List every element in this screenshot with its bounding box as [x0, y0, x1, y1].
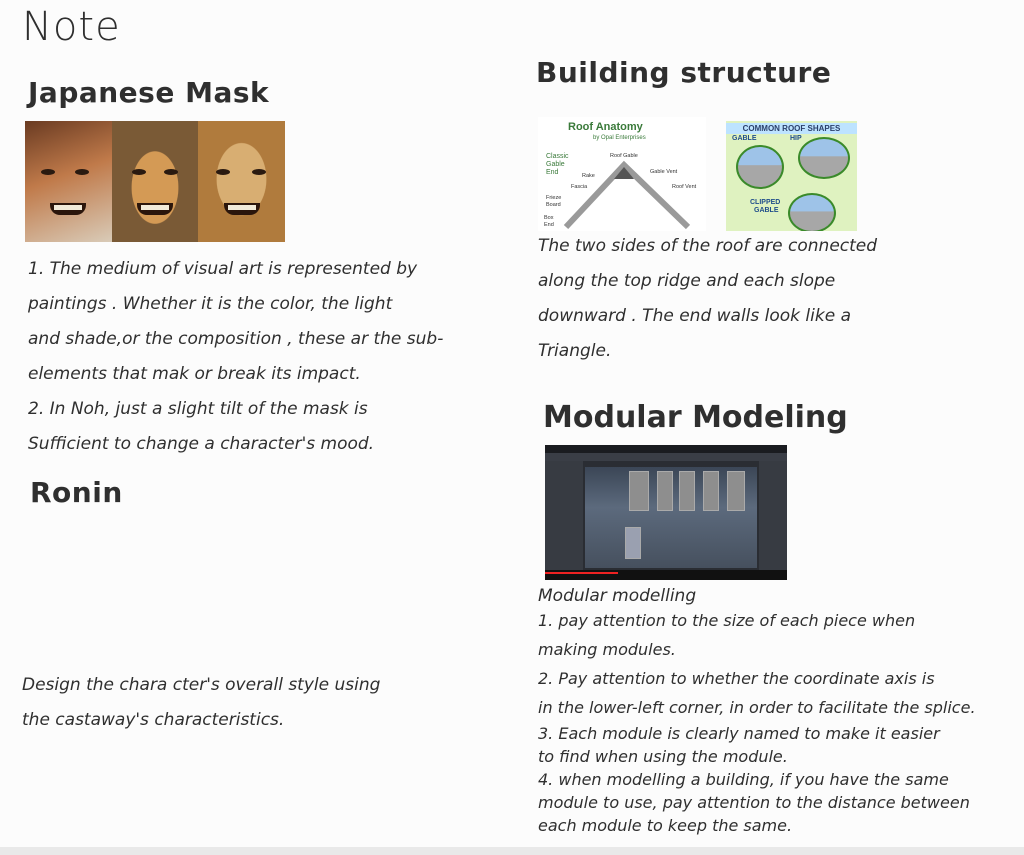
- building-note-line: The two sides of the roof are connected: [538, 236, 878, 256]
- building-note-line: Triangle.: [538, 341, 612, 361]
- shape-label-clipped: CLIPPED: [750, 199, 781, 206]
- mask-note-line: elements that mak or break its impact.: [28, 364, 361, 384]
- model-pillar: [679, 471, 695, 511]
- video-attribute-panel: [759, 461, 787, 570]
- eye-icon: [75, 169, 89, 175]
- roof-label-board: Board: [546, 202, 561, 208]
- roof-shapes-title: COMMON ROOF SHAPES: [726, 123, 857, 134]
- modular-note-line: 4. when modelling a building, if you have the same: [538, 770, 949, 789]
- roof-anatomy-image[interactable]: [538, 117, 706, 231]
- modular-note-line: making modules.: [538, 640, 676, 659]
- building-note-line: along the top ridge and each slope: [538, 271, 836, 291]
- building-note-line: downward . The end walls look like a: [538, 306, 852, 326]
- teeth-shape: [141, 205, 169, 210]
- mask-note-line: Sufficient to change a character's mood.: [28, 434, 375, 454]
- mask-note-line: and shade,or the composition , these ar the sub-: [28, 329, 444, 349]
- video-title-bar: [545, 445, 787, 453]
- eye-icon: [252, 169, 266, 175]
- roof-label-fascia: Fascia: [571, 184, 588, 190]
- roof-label-frieze: Frieze: [546, 195, 562, 201]
- roof-label-end: End: [546, 169, 559, 176]
- roof-label-roof-vent: Roof Vent: [672, 184, 697, 190]
- mouth-shape: [137, 203, 173, 215]
- roof-label-rake: Rake: [582, 173, 595, 179]
- modular-caption: Modular modelling: [538, 586, 697, 606]
- model-pillar: [657, 471, 673, 511]
- gable-house-icon: [736, 145, 784, 189]
- roof-label-roof-gable: Roof Gable: [610, 153, 638, 159]
- teeth-shape: [54, 205, 82, 210]
- model-pillar: [727, 471, 745, 511]
- modular-note-line: module to use, pay attention to the distance between: [538, 793, 970, 812]
- roof-label-gable-vent: Gable Vent: [650, 169, 678, 175]
- model-pillar: [629, 471, 649, 511]
- heading-japanese-mask: Japanese Mask: [28, 76, 270, 109]
- page-title: Note: [22, 4, 121, 50]
- roof-shapes-image[interactable]: [726, 121, 857, 231]
- modular-notes: [538, 606, 976, 837]
- mask-note-line: 2. In Noh, just a slight tilt of the mask is: [28, 399, 368, 419]
- roof-label-classic: Classic: [546, 153, 569, 160]
- building-notes: [538, 229, 877, 369]
- clipped-gable-house-icon: [788, 193, 836, 231]
- modular-note-line: 1. pay attention to the size of each piece when: [538, 611, 916, 630]
- roof-anatomy-subtitle: by Opal Enterprises: [593, 135, 646, 141]
- video-outliner-panel: [545, 461, 583, 570]
- heading-ronin: Ronin: [30, 476, 123, 509]
- heading-building-structure: Building structure: [536, 56, 832, 89]
- teeth-shape: [228, 205, 256, 210]
- mask-face-3: [198, 121, 285, 242]
- modular-note-line: to find when using the module.: [538, 747, 788, 766]
- video-viewport: [585, 467, 757, 568]
- video-menu-bar: [545, 453, 787, 461]
- mouth-shape: [224, 203, 260, 215]
- shape-label-gable: GABLE: [732, 135, 757, 142]
- modular-note-line: each module to keep the same.: [538, 816, 793, 835]
- roof-label-box: Box: [544, 215, 554, 221]
- model-pillar: [703, 471, 719, 511]
- ronin-notes: [22, 668, 380, 738]
- video-progress-bar[interactable]: [545, 572, 618, 574]
- shape-label-clipped-gable: GABLE: [754, 207, 779, 214]
- modular-note-line: in the lower-left corner, in order to facilitate the splice.: [538, 698, 976, 717]
- ronin-note-line: the castaway's characteristics.: [22, 710, 285, 730]
- mask-note-line: paintings . Whether it is the color, the light: [28, 294, 393, 314]
- japanese-mask-image[interactable]: [25, 121, 285, 242]
- hip-house-icon: [798, 137, 850, 179]
- mask-note-line: 1. The medium of visual art is represented by: [28, 259, 418, 279]
- heading-modular-modeling: Modular Modeling: [543, 400, 848, 435]
- mask-notes: [28, 252, 443, 462]
- ronin-note-line: Design the chara cter's overall style using: [22, 675, 381, 695]
- mouth-shape: [50, 203, 86, 215]
- eye-icon: [41, 169, 55, 175]
- shape-label-hip: HIP: [790, 135, 802, 142]
- eye-icon: [164, 169, 178, 175]
- eye-icon: [132, 169, 146, 175]
- roof-label-box-end: End: [544, 222, 554, 228]
- roof-diagram: [538, 117, 706, 231]
- bottom-scroll-strip[interactable]: [0, 847, 1024, 855]
- mask-face-1: [25, 121, 112, 242]
- model-figure: [625, 527, 641, 559]
- video-thumbnail[interactable]: [545, 445, 787, 580]
- modular-note-line: 3. Each module is clearly named to make it easier: [538, 724, 940, 743]
- modular-note-line: 2. Pay attention to whether the coordinate axis is: [538, 669, 935, 688]
- roof-label-gable: Gable: [546, 161, 565, 168]
- eye-icon: [216, 169, 230, 175]
- roof-anatomy-title: Roof Anatomy: [568, 121, 643, 133]
- mask-face-2: [112, 121, 199, 242]
